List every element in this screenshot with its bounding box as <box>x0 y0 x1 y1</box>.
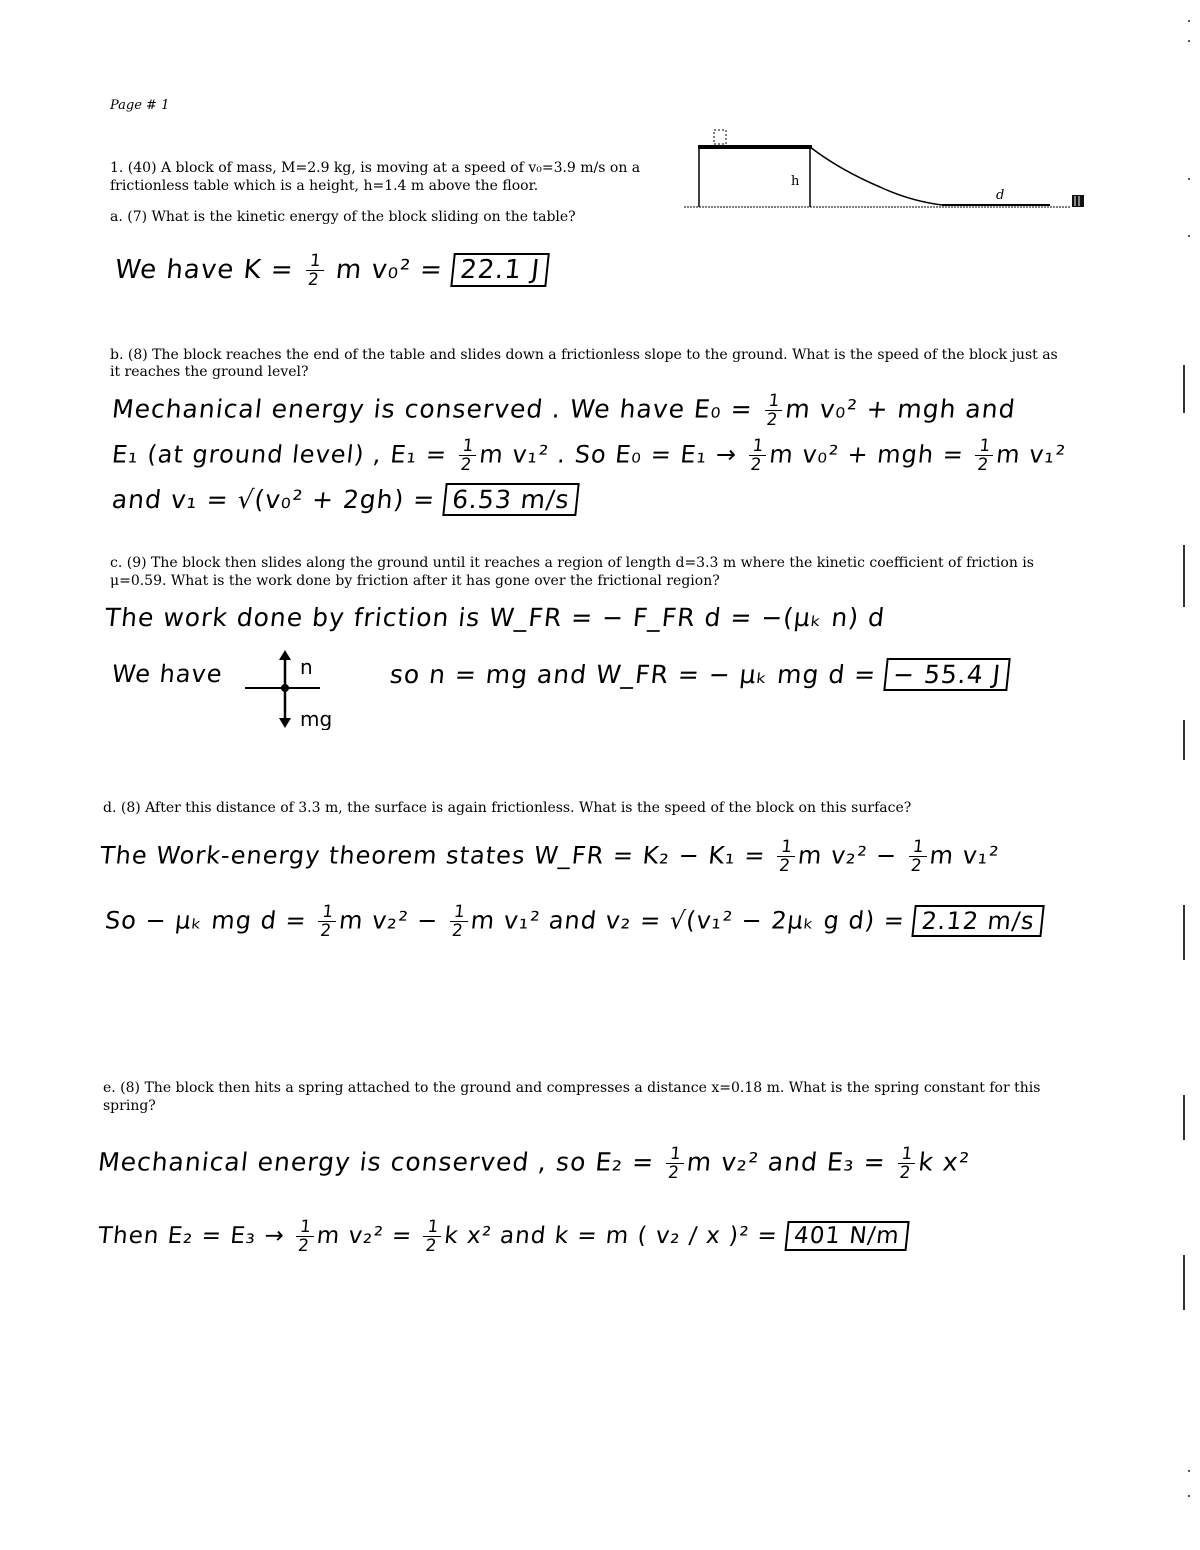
spring-icon <box>1072 195 1084 207</box>
question-c-line1: c. (9) The block then slides along the ground until it reaches a region of length d=3.3 m where the kinetic coefficient of friction is <box>110 555 1034 571</box>
margin-mark <box>1183 1095 1185 1140</box>
question-b-line2: it reaches the ground level? <box>110 364 309 380</box>
fbd-label-n: n <box>300 655 313 679</box>
fraction-half: $\frac{1}{2}$ <box>763 392 785 429</box>
block-icon <box>714 130 726 144</box>
question-a: a. (7) What is the kinetic energy of the block sliding on the table? <box>110 209 576 225</box>
answer-b-line1: Mechanical energy is conserved . We have E₀ = $\frac{1}{2}$ m v₀² + mgh and <box>110 391 1018 430</box>
answer-e-box: 401 N/m <box>785 1221 910 1251</box>
margin-mark <box>1183 1255 1185 1310</box>
answer-c-box: − 55.4 J <box>883 658 1010 691</box>
fraction-half: $\frac{1}{2}$ <box>304 252 326 289</box>
answer-b-line2: E₁ (at ground level) , E₁ = $\frac{1}{2}$ m v₁² . So E₀ = E₁ → $\frac{1}{2}$ m v₀² + mgh = $\frac{1}{2}$ m v₁² <box>110 436 1068 475</box>
question-e-line1: e. (8) The block then hits a spring attached to the ground and compresses a distance x=0.18 m. What is the spring constant for this <box>103 1080 1041 1096</box>
figure-label-d: d <box>996 188 1005 203</box>
answer-b-line3: and v₁ = √(v₀² + 2gh) = 6.53 m/s <box>110 485 579 514</box>
answer-c-line2: so n = mg and W_FR = − μₖ mg d = − 55.4 J <box>388 660 1010 689</box>
margin-mark <box>1183 365 1185 413</box>
fraction-half: $\frac{1}{2}$ <box>448 903 470 940</box>
hw-a-prefix: We have K = <box>113 255 305 285</box>
fraction-half: $\frac{1}{2}$ <box>422 1218 444 1255</box>
answer-a-work <box>113 252 550 289</box>
answer-c-we-have: We have <box>110 660 225 688</box>
answer-b-box: 6.53 m/s <box>442 483 579 516</box>
answer-d-line2: So − μₖ mg d = $\frac{1}{2}$ m v₂² − $\frac{1}{2}$ m v₁² and v₂ = √(v₁² − 2μₖ g d) = 2.12 m/s <box>103 903 1044 940</box>
question-d: d. (8) After this distance of 3.3 m, the surface is again frictionless. What is the speed of the block on this surface? <box>103 800 912 816</box>
fraction-half: $\frac{1}{2}$ <box>316 903 338 940</box>
problem-intro-line2: frictionless table which is a height, h=1.4 m above the floor. <box>110 178 539 194</box>
fraction-half: $\frac{1}{2}$ <box>294 1218 316 1255</box>
margin-dot <box>1188 40 1190 42</box>
margin-dot <box>1188 1495 1190 1497</box>
figure-label-h: h <box>791 174 800 189</box>
margin-dot <box>1188 178 1190 180</box>
fraction-half: $\frac{1}{2}$ <box>775 838 797 875</box>
fraction-half: $\frac{1}{2}$ <box>896 1145 918 1182</box>
slope-curve <box>810 147 942 205</box>
problem-intro-line1: 1. (40) A block of mass, M=2.9 kg, is moving at a speed of v₀=3.9 m/s on a <box>110 160 641 176</box>
hw-a-expr: m v₀² = <box>334 255 454 285</box>
fraction-half: $\frac{1}{2}$ <box>973 437 995 474</box>
margin-mark <box>1183 545 1185 607</box>
fraction-half: $\frac{1}{2}$ <box>747 437 769 474</box>
answer-e-line1: Mechanical energy is conserved , so E₂ = $\frac{1}{2}$ m v₂² and E₃ = $\frac{1}{2}$ k x² <box>96 1144 972 1183</box>
answer-c-line1: The work done by friction is W_FR = − F_FR d = −(μₖ n) d <box>103 603 887 632</box>
question-c-line2: μ=0.59. What is the work done by friction after it has gone over the frictional region? <box>110 573 720 589</box>
answer-e-line2: Then E₂ = E₃ → $\frac{1}{2}$ m v₂² = $\frac{1}{2}$ k x² and k = m ( v₂ / x )² = 401 N/m <box>96 1218 910 1255</box>
margin-dot <box>1188 1470 1190 1472</box>
fraction-half: $\frac{1}{2}$ <box>457 437 479 474</box>
free-body-diagram <box>245 648 355 730</box>
margin-mark <box>1183 905 1185 960</box>
answer-d-line1: The Work-energy theorem states W_FR = K₂ − K₁ = $\frac{1}{2}$ m v₂² − $\frac{1}{2}$ m v₁² <box>98 837 1001 876</box>
question-e-line2: spring? <box>103 1098 156 1114</box>
margin-dot <box>1188 235 1190 237</box>
fraction-half: $\frac{1}{2}$ <box>907 838 929 875</box>
margin-dot <box>1188 20 1190 22</box>
fraction-half: $\frac{1}{2}$ <box>664 1145 686 1182</box>
answer-d-box: 2.12 m/s <box>912 905 1044 937</box>
fbd-label-mg: mg <box>300 707 333 730</box>
table-slope-figure <box>680 125 1090 215</box>
page-label: Page # 1 <box>110 98 170 113</box>
answer-a-box: 22.1 J <box>450 253 549 287</box>
question-b-line1: b. (8) The block reaches the end of the table and slides down a frictionless slope to the ground. What is the speed of the block just as <box>110 347 1058 363</box>
margin-mark <box>1183 720 1185 760</box>
